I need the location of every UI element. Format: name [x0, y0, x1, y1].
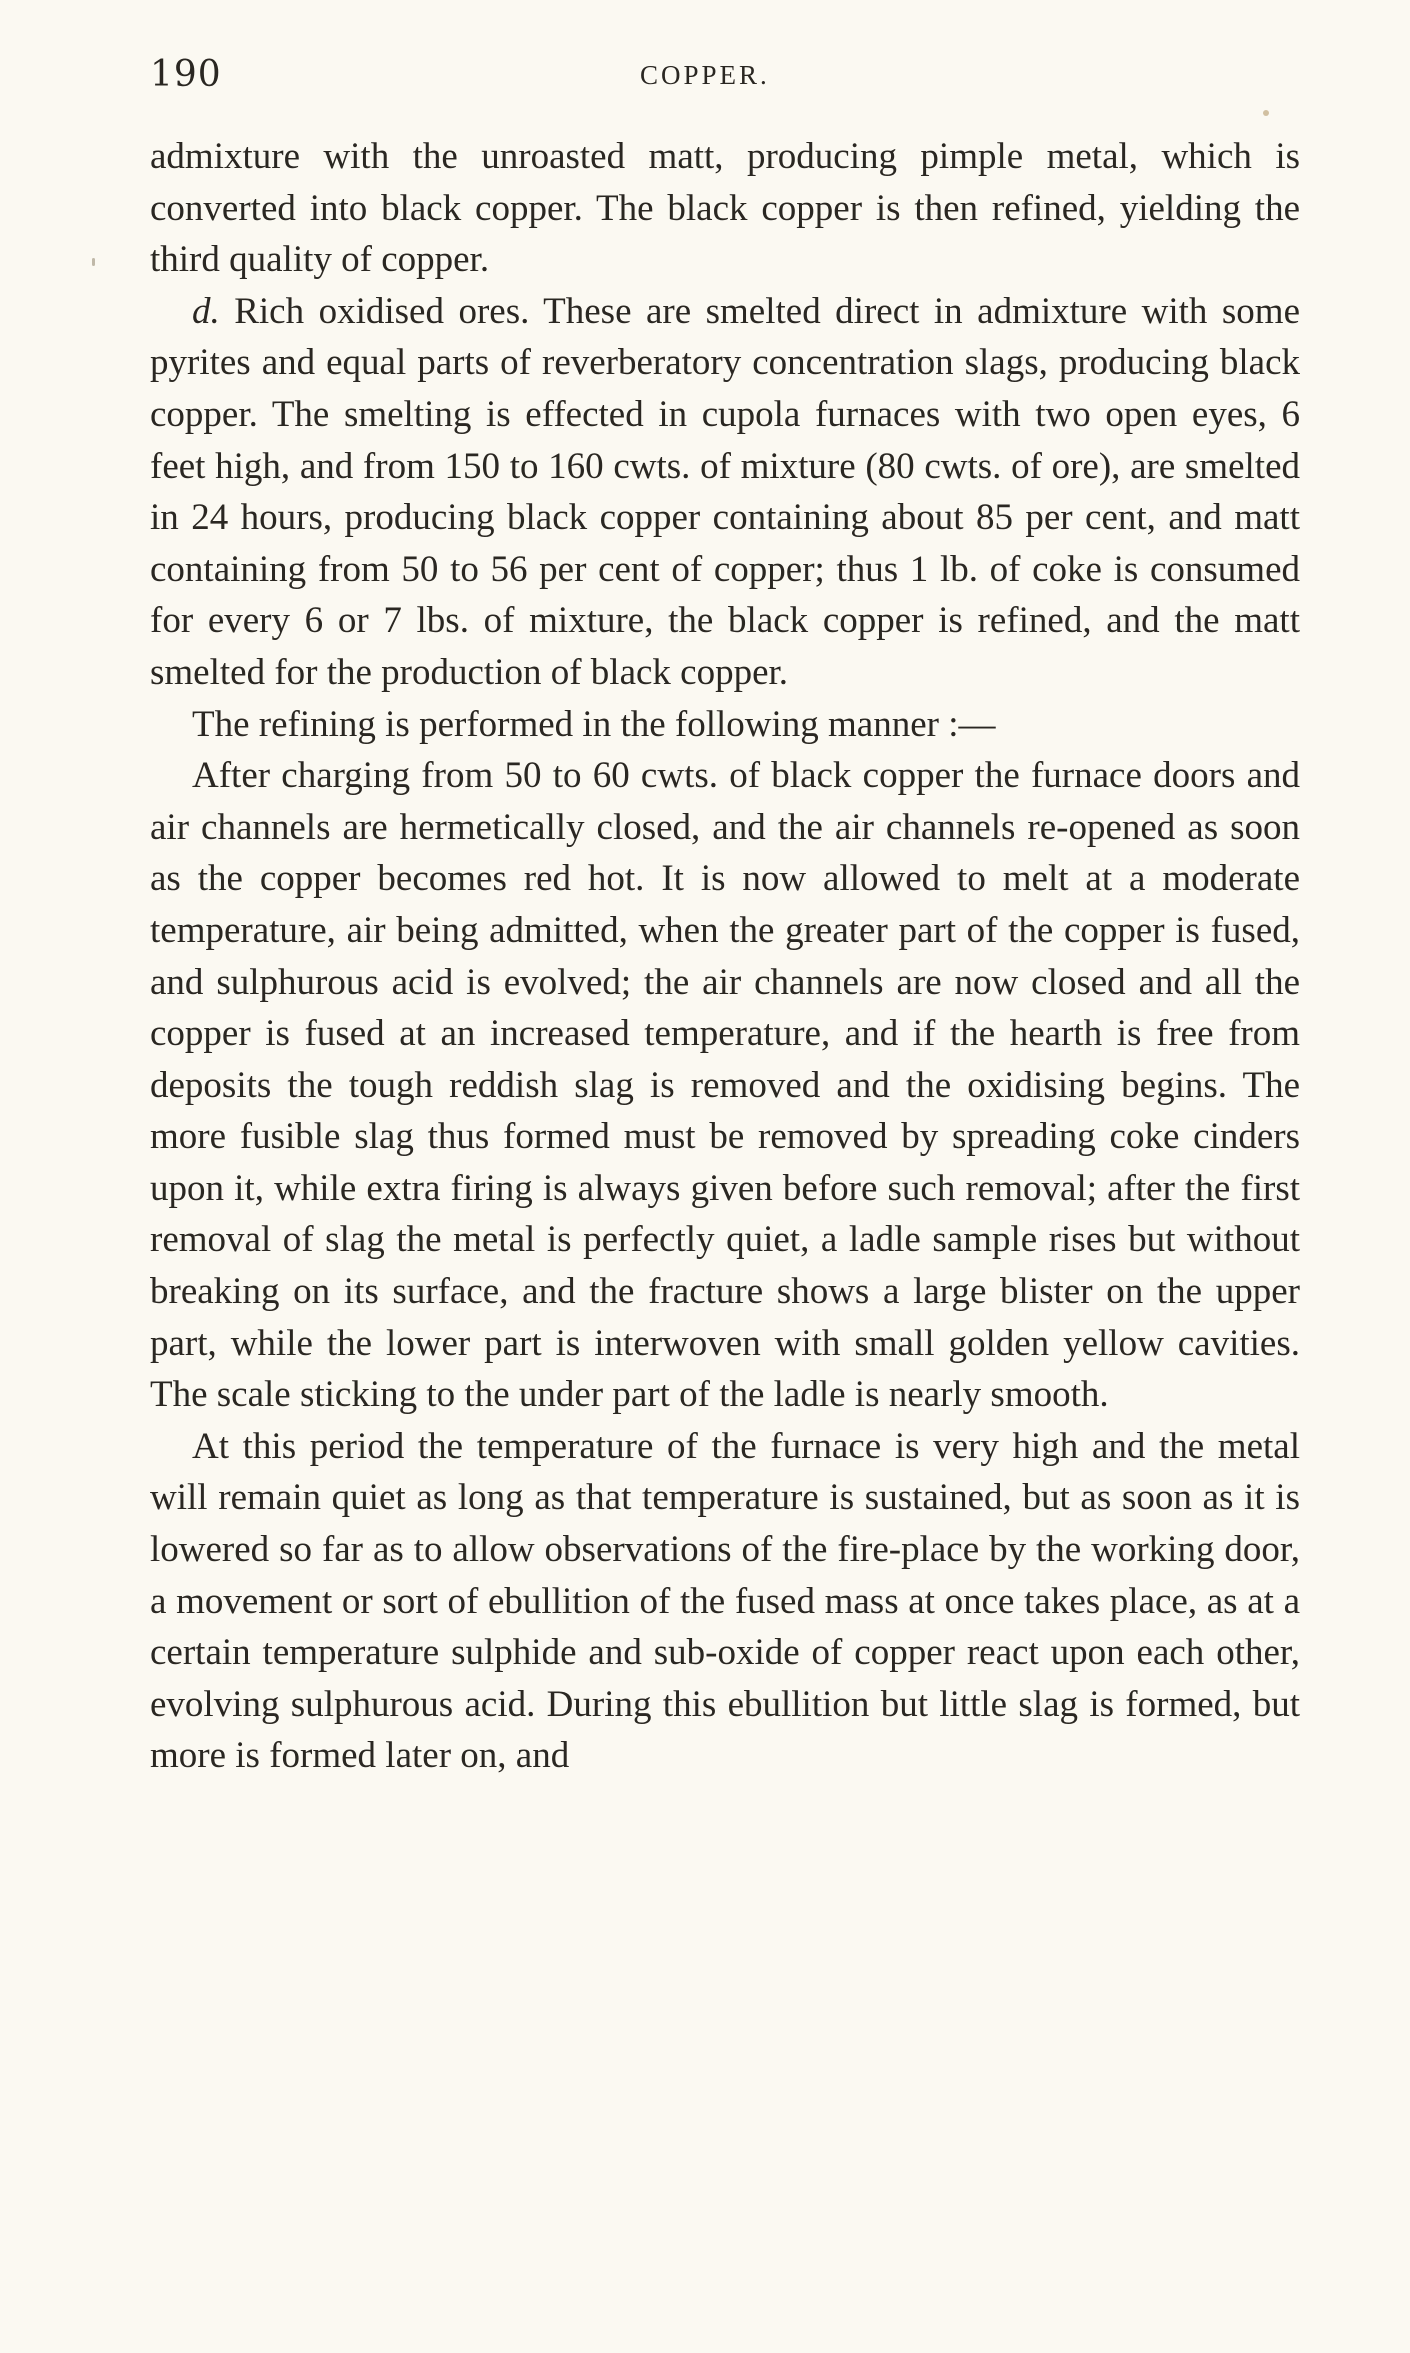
page-header — [150, 54, 1300, 100]
page-number: 190 — [150, 54, 222, 95]
paragraph-continuation: admixture with the unroasted matt, producing pimple metal, which is converted into black copper. The black copper is then refined, yielding the third quality of copper. — [150, 136, 1300, 281]
paper-speck — [92, 258, 95, 266]
body-text — [150, 131, 1300, 1782]
paragraph-rich-oxidised-ores — [150, 286, 1300, 699]
running-head: COPPER. — [640, 60, 770, 90]
paragraph-text: Rich oxidised ores. These are smelted direct in admixture with some pyrites and equal parts of reverberatory concentration slags, producing black copper. The smelting is effected in cupola furnaces with two open eyes, 6 feet high, and from 150 to 160 cwts. of mixture (80 cwts. of ore), are smelted in 24 hours, producing black copper containing about 85 per cent, and matt containing from 50 to 56 per cent of copper; thus 1 lb. of coke is consumed for every 6 or 7 lbs. of mixture, the black copper is refined, and the matt smelted for the production of black copper. — [150, 290, 1300, 693]
paragraph-refining-process: After charging from 50 to 60 cwts. of black copper the furnace doors and air channels are hermetically closed, and the air channels re-opened as soon as the copper becomes red hot. It is now allowed to melt at a moderate temperature, air being admitted, when the greater part of the copper is fused, and sulphurous acid is evolved; the air channels are now closed and all the copper is fused at an increased temperature, and if the hearth is free from deposits the tough reddish slag is removed and the oxidising begins. The more fusible slag thus formed must be removed by spreading coke cinders upon it, while extra firing is always given before such removal; after the first removal of slag the metal is perfectly quiet, a ladle sample rises but without breaking on its surface, and the fracture shows a large blister on the upper part, while the lower part is interwoven with small golden yellow cavities. The scale sticking to the under part of the ladle is nearly smooth. — [150, 755, 1300, 1416]
paragraph-ebullition: At this period the temperature of the furnace is very high and the metal will remain quiet as long as that temperature is sustained, but as soon as it is lowered so far as to allow observations of the fire-place by the working door, a movement or sort of ebullition of the fused mass at once takes place, as at a certain temperature sulphide and sub-oxide of copper react upon each other, evolving sulphurous acid. During this ebullition but little slag is formed, but more is formed later on, and — [150, 1425, 1300, 1777]
paper-speck — [1263, 110, 1269, 116]
paragraph-refining-intro: The refining is performed in the following manner :— — [192, 703, 996, 745]
list-label: d. — [192, 290, 220, 332]
